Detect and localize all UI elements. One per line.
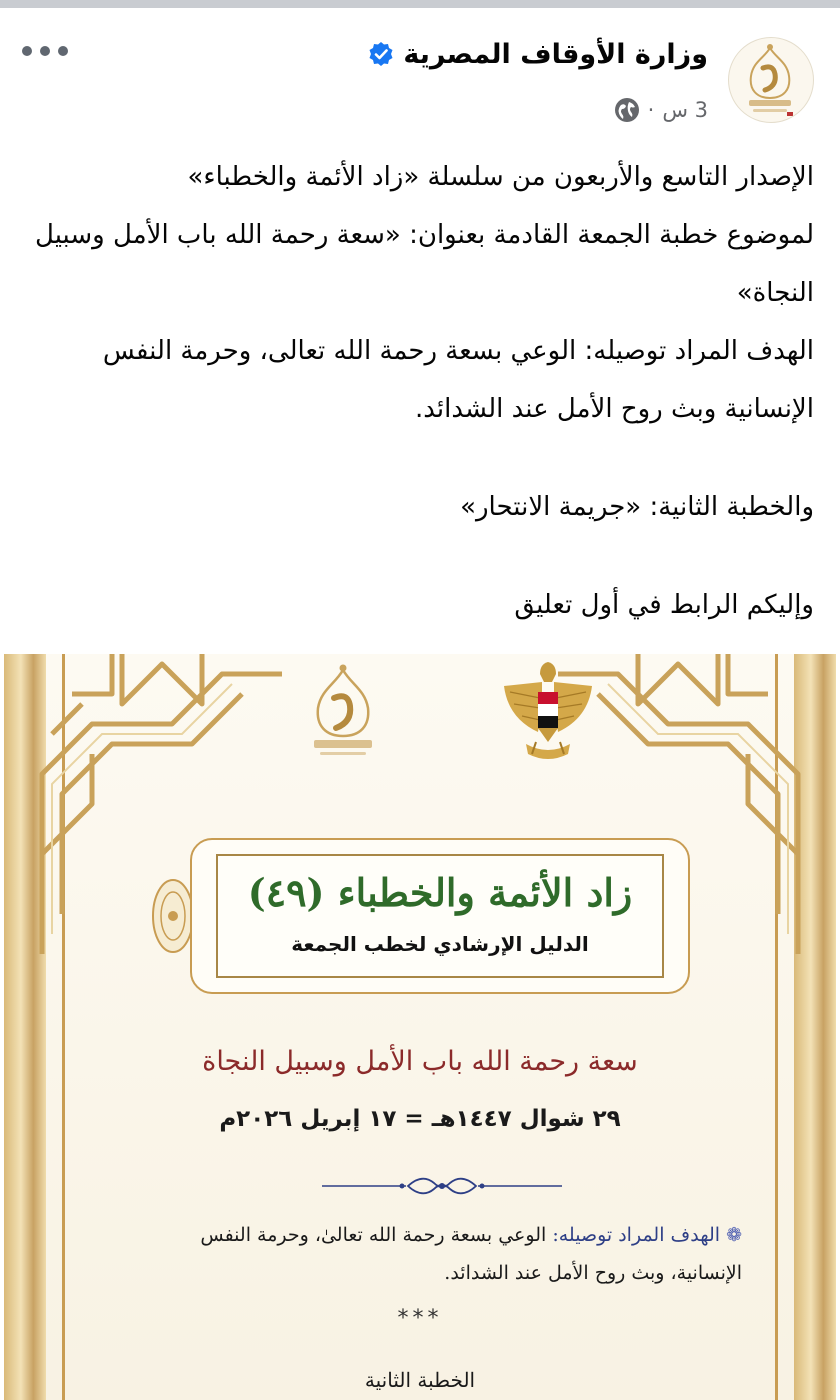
sermon-title: سعة رحمة الله باب الأمل وسبيل النجاة	[202, 1046, 638, 1077]
more-dot	[22, 46, 32, 56]
page-avatar[interactable]	[728, 37, 814, 123]
more-dot	[40, 46, 50, 56]
sermon-goal	[134, 1216, 742, 1292]
flower-bullet-icon: ❁	[726, 1224, 742, 1246]
more-dot	[58, 46, 68, 56]
egypt-eagle-emblem-icon	[498, 658, 598, 778]
goal-label: الهدف المراد توصيله:	[552, 1224, 721, 1246]
post-line: الهدف المراد توصيله: الوعي بسعة رحمة الله تعالى، وحرمة النفس الإنسانية وبث روح الأمل عند الشدائد.	[102, 336, 814, 424]
post-line: الإصدار التاسع والأربعون من سلسلة «زاد الأئمة والخطباء»	[187, 162, 814, 192]
post-time[interactable]: 3 س	[662, 98, 708, 122]
paragraph-gap	[22, 536, 814, 576]
sermon-date: ٢٩ شوال ١٤٤٧هـ = ١٧ إبريل ٢٠٢٦م	[219, 1106, 621, 1132]
verified-badge-icon	[368, 41, 394, 67]
page-name-row	[368, 34, 708, 74]
meta-separator: ·	[647, 98, 655, 122]
top-divider	[0, 0, 840, 8]
ministry-logo-icon	[728, 38, 813, 123]
goal-text: الوعي بسعة رحمة الله تعالىٰ، وحرمة النفس الإنسانية، وبث روح الأمل عند الشدائد.	[200, 1224, 742, 1284]
section-separator-stars: ***	[397, 1306, 443, 1331]
globe-icon[interactable]	[614, 97, 640, 123]
post-meta	[614, 94, 708, 126]
series-title-box	[216, 854, 664, 978]
second-sermon-heading: الخطبة الثانية	[364, 1368, 476, 1392]
ornament-divider-icon	[322, 1169, 562, 1203]
series-subtitle: الدليل الإرشادي لخطب الجمعة	[291, 932, 589, 956]
post-text	[22, 148, 814, 634]
post-line: لموضوع خطبة الجمعة القادمة بعنوان: «سعة رحمة الله باب الأمل وسبيل النجاة»	[35, 220, 814, 308]
ministry-logo-icon	[288, 660, 398, 770]
post-line: وإليكم الرابط في أول تعليق	[514, 590, 814, 620]
series-number: (٤٩)	[247, 870, 325, 915]
series-title-text: زاد الأئمة والخطباء	[337, 870, 633, 915]
paragraph-gap	[22, 438, 814, 478]
series-title	[218, 870, 662, 915]
post-image[interactable]	[4, 654, 836, 1400]
series-title-frame	[190, 838, 690, 994]
more-options-icon[interactable]	[22, 36, 68, 66]
page-name[interactable]: وزارة الأوقاف المصرية	[403, 38, 708, 70]
post-line: والخطبة الثانية: «جريمة الانتحار»	[460, 492, 814, 522]
